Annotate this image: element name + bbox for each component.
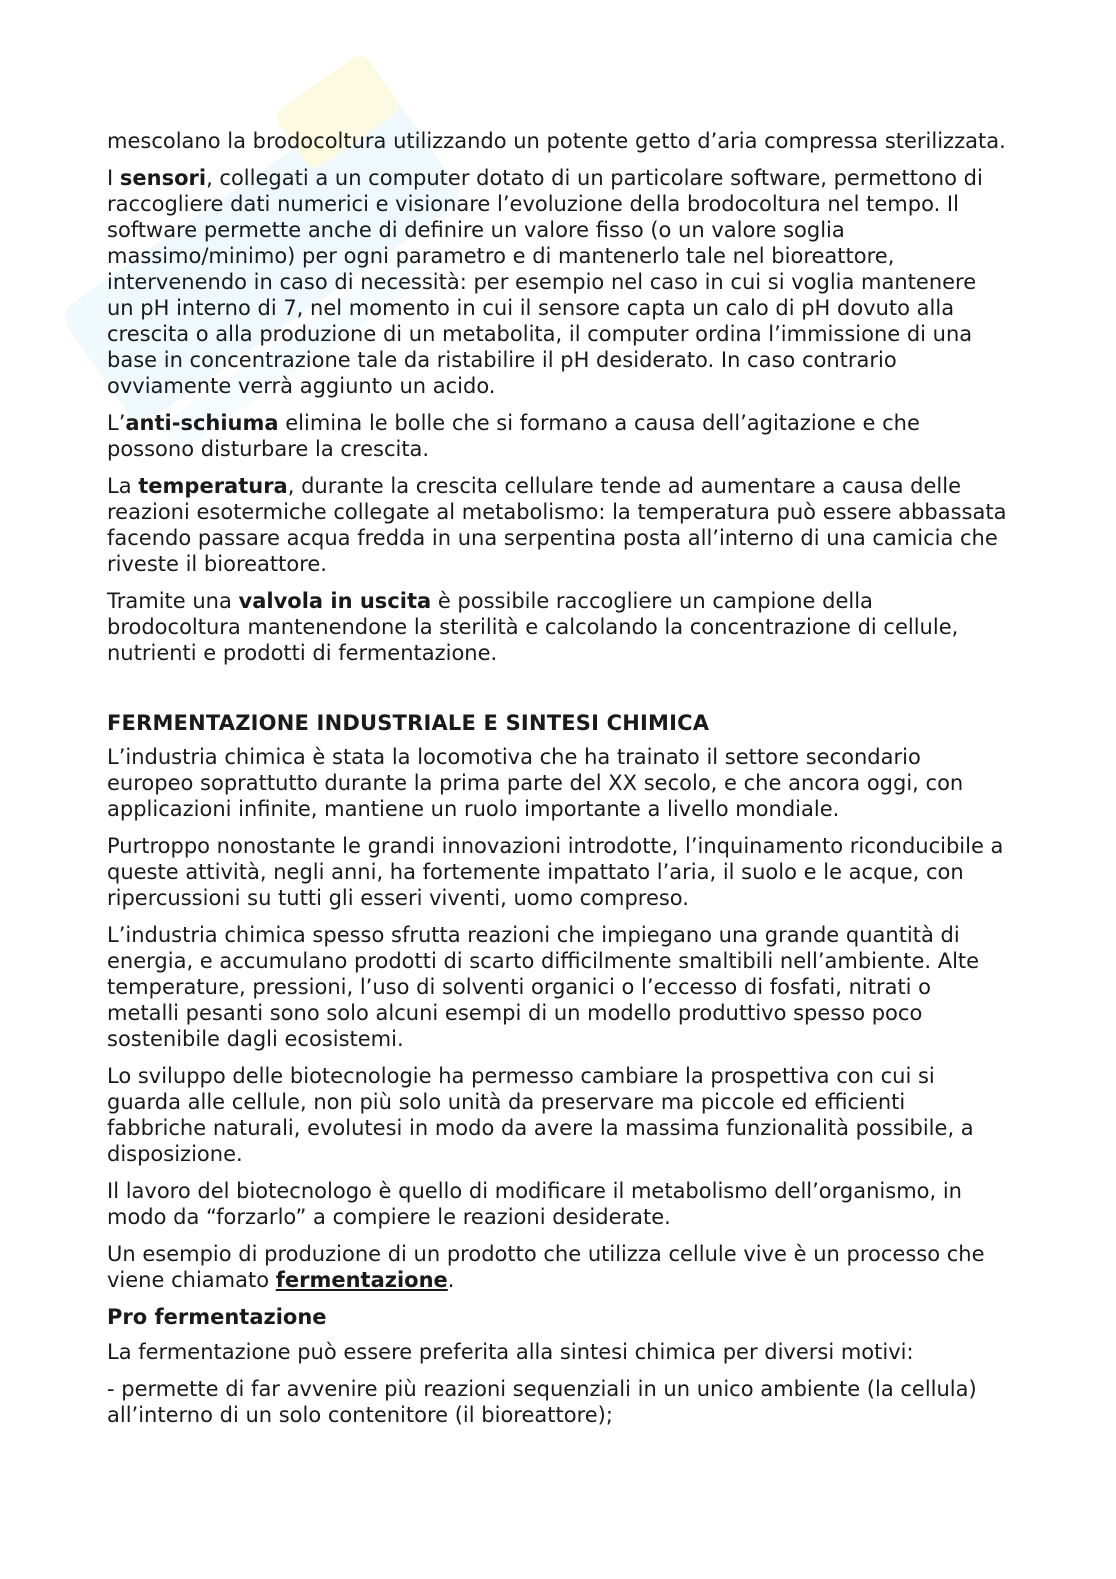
term-temperatura: temperatura <box>138 474 288 498</box>
paragraph-chemical-industry: L’industria chimica è stata la locomotiva che ha trainato il settore secondario europeo soprattutto durante la prima parte del XX secolo, e che ancora oggi, con applicazioni infinite, mantiene un ruolo importante a livello mondiale. <box>107 745 964 821</box>
paragraph-temperature: La temperatura, durante la crescita cellulare tende ad aumentare a causa delle reazioni esotermiche collegate al metabolismo: la temperatura può essere abbassata facendo passare acqua fredda in una serpentina posta all’interno di una camicia che riveste il bioreattore. <box>107 474 1007 576</box>
section-heading: FERMENTAZIONE INDUSTRIALE E SINTESI CHIMICA <box>107 711 710 735</box>
paragraph-sensors: I sensori, collegati a un computer dotato di un particolare software, permettono di raccogliere dati numerici e visionare l’evoluzione della brodocoltura nel tempo. Il software permette anche di definire un valore fisso (o un valore soglia massimo/minimo) per ogni parametro e di mantenerlo tale nel bioreattore, intervenendo in caso di necessità: per esempio nel caso in cui si voglia mantenere un pH interno di 7, nel momento in cui il sensore capta un calo di pH dovuto alla crescita o alla produzione di un metabolita, il computer ordina l’immissione di una base in concentrazione tale da ristabilire il pH desiderato. In caso contrario ovviamente verrà aggiunto un acido. <box>107 166 983 398</box>
paragraph-biotech: Lo sviluppo delle biotecnologie ha permesso cambiare la prospettiva con cui si guarda alle cellule, non più solo unità da preservare ma piccole ed efficienti fabbriche naturali, evolutesi in modo da avere la massima funzionalità possibile, a disposizione. <box>107 1064 974 1166</box>
paragraph-antifoam: L’anti-schiuma elimina le bolle che si formano a causa dell’agitazione e che possono disturbare la crescita. <box>107 411 920 461</box>
list-item: - permette di far avvenire più reazioni sequenziali in un unico ambiente (la cellula) all’interno di un solo contenitore (il bioreattore); <box>107 1377 977 1427</box>
paragraph-fermentation-example: Un esempio di produzione di un prodotto che utilizza cellule vive è un processo che viene chiamato fermentazione. <box>107 1242 985 1292</box>
paragraph-biotechnologist: Il lavoro del biotecnologo è quello di modificare il metabolismo dell’organismo, in modo da “forzarlo” a compiere le reazioni desiderate. <box>107 1179 962 1229</box>
paragraph-valve: Tramite una valvola in uscita è possibile raccogliere un campione della brodocoltura mantenendone la sterilità e calcolando la concentrazione di cellule, nutrienti e prodotti di fermentazione. <box>107 589 959 665</box>
document-page <box>107 128 1007 1439</box>
paragraph-energy: L’industria chimica spesso sfrutta reazioni che impiegano una grande quantità di energia, e accumulano prodotti di scarto difficilmente smaltibili nell’ambiente. Alte temperature, pressioni, l’uso di solventi organici o l’eccesso di fosfati, nitrati o metalli pesanti sono solo alcuni esempi di un modello produttivo spesso poco sostenibile dagli ecosistemi. <box>107 923 980 1051</box>
subheading-pro-fermentazione: Pro fermentazione <box>107 1305 327 1329</box>
term-anti-schiuma: anti-schiuma <box>125 411 279 435</box>
term-fermentazione: fermentazione <box>275 1268 448 1292</box>
term-valvola-in-uscita: valvola in uscita <box>238 589 432 613</box>
paragraph-pollution: Purtroppo nonostante le grandi innovazioni introdotte, l’inquinamento riconducibile a queste attività, negli anni, ha fortemente impattato l’aria, il suolo e le acque, con ripercussioni su tutti gli esseri viventi, uomo compreso. <box>107 834 1004 910</box>
paragraph-reasons: La fermentazione può essere preferita alla sintesi chimica per diversi motivi: <box>107 1340 914 1364</box>
term-sensori: sensori <box>119 166 207 190</box>
paragraph-agitation: mescolano la brodocoltura utilizzando un potente getto d’aria compressa sterilizzata. <box>107 129 1006 153</box>
